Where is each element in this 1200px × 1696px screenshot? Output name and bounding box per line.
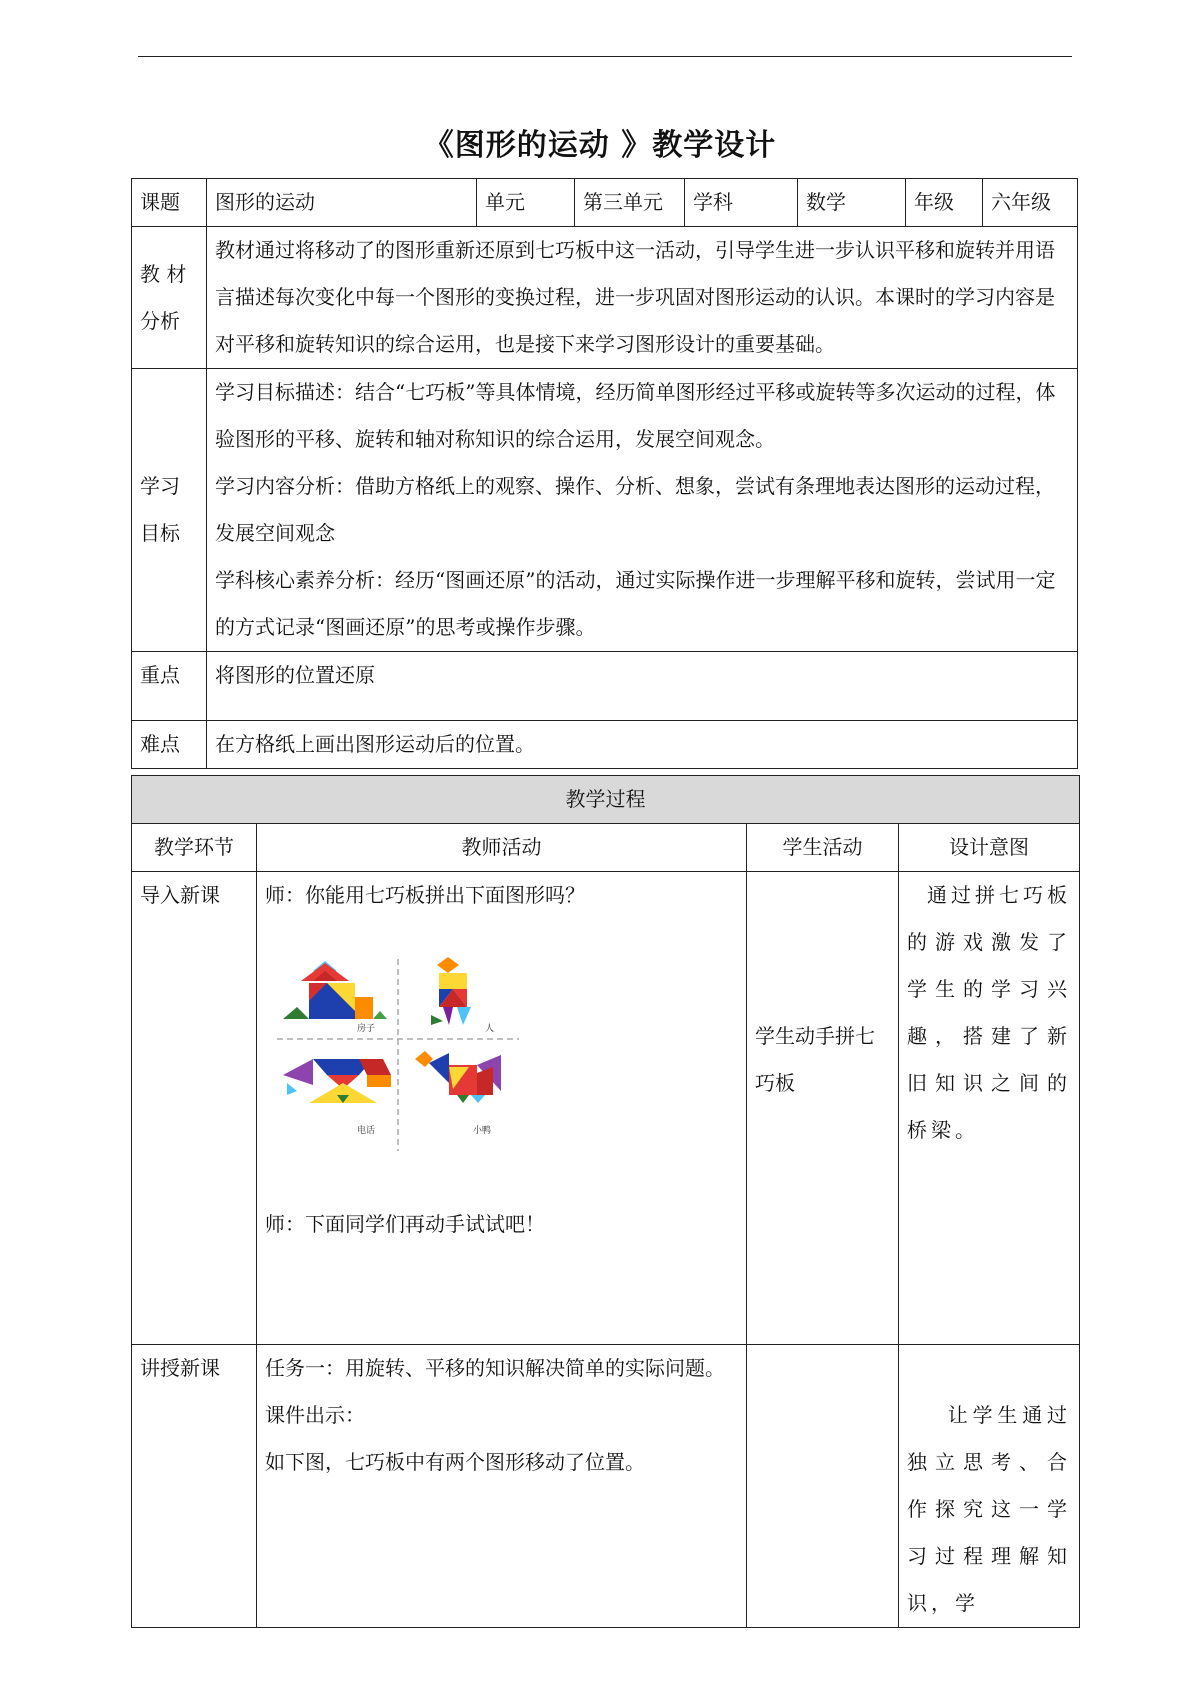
table-row [132,1345,1080,1628]
key-text: 将图形的位置还原 [207,652,1078,721]
topic-label: 课题 [132,179,207,227]
teaching-process-table [131,775,1080,1628]
header-rule [138,56,1072,57]
teacher-activity-intro [257,872,747,1345]
tangram-illustration [273,955,523,1155]
analysis-label-line1: 教 材 [140,262,187,286]
page-title: 《图形的运动 》教学设计 [423,128,777,163]
table-row [132,369,1078,652]
table-row [132,652,1078,721]
teacher-question: 师：你能用七巧板拼出下面图形吗？ [265,883,585,907]
stage-new-lesson: 讲授新课 [132,1345,257,1628]
goals-paragraph: 学习目标描述：结合“七巧板”等具体情境，经历简单图形经过平移或旋转等多次运动的过程，体验图形的平移、旋转和轴对称知识的综合运用，发展空间观念。 [215,380,1056,451]
tangram-label: 小鸭 [473,1126,492,1136]
design-intent-new [899,1345,1080,1628]
grade-value: 六年级 [983,179,1078,227]
design-intent-intro [899,872,1080,1345]
table-row [132,776,1080,824]
col-header-student: 学生活动 [747,824,899,872]
col-header-intent: 设计意图 [899,824,1080,872]
goals-paragraph: 学科核心素养分析：经历“图画还原”的活动，通过实际操作进一步理解平移和旋转，尝试用一定的方式记录“图画还原”的思考或操作步骤。 [215,568,1056,639]
subject-value: 数学 [798,179,906,227]
col-header-teacher: 教师活动 [257,824,747,872]
analysis-text: 教材通过将移动了的图形重新还原到七巧板中这一活动，引导学生进一步认识平移和旋转并用语言描述每次变化中每一个图形的变换过程，进一步巩固对图形运动的认识。本课时的学习内容是对平移和旋转知识的综合运用，也是接下来学习图形设计的重要基础。 [207,227,1078,369]
hard-text: 在方格纸上画出图形运动后的位置。 [207,721,1078,769]
student-activity-new [747,1345,899,1628]
goals-label-line1: 学习 [140,474,180,498]
grade-label: 年级 [906,179,983,227]
intent-text: 让学生通过独立思考、合作探究这一学习过程理解知识，学 [907,1403,1071,1615]
table-row [132,721,1078,769]
process-heading: 教学过程 [132,776,1080,824]
student-activity-intro: 学生动手拼七巧板 [747,872,899,1345]
topic-value: 图形的运动 [207,179,477,227]
table-row [132,227,1078,369]
tangram-label: 房子 [357,1024,376,1034]
tangram-label: 电话 [357,1126,376,1136]
tangram-person [431,957,471,1025]
goals-label [132,369,207,652]
tangram-house [283,961,387,1019]
subject-label: 学科 [685,179,798,227]
tangram-label: 人 [485,1024,495,1034]
goals-text [207,369,1078,652]
tangram-duck [415,1051,501,1103]
teacher-invite: 师：下面同学们再动手试试吧！ [265,1212,545,1236]
table-row [132,179,1078,227]
task-description: 如下图，七巧板中有两个图形移动了位置。 [265,1450,645,1474]
lesson-info-table [131,178,1078,769]
goals-paragraph: 学习内容分析：借助方格纸上的观察、操作、分析、想象，尝试有条理地表达图形的运动过程，发展空间观念 [215,474,1055,545]
col-header-stage: 教学环节 [132,824,257,872]
teacher-activity-new [257,1345,747,1628]
unit-value: 第三单元 [575,179,685,227]
table-row [132,824,1080,872]
courseware-label: 课件出示： [265,1403,365,1427]
intent-text: 通过拼七巧板的游戏激发了学生的学习兴趣，搭建了新旧知识之间的桥梁。 [907,883,1071,1142]
tangram-figure [273,955,523,1155]
hard-label: 难点 [132,721,207,769]
goals-label-line2: 目标 [140,521,180,545]
tangram-phone [283,1059,391,1103]
table-row [132,872,1080,1345]
unit-label: 单元 [477,179,575,227]
analysis-label-line2: 分析 [140,309,180,333]
analysis-label [132,227,207,369]
key-label: 重点 [132,652,207,721]
task-one: 任务一：用旋转、平移的知识解决简单的实际问题。 [265,1356,725,1380]
stage-intro: 导入新课 [132,872,257,1345]
